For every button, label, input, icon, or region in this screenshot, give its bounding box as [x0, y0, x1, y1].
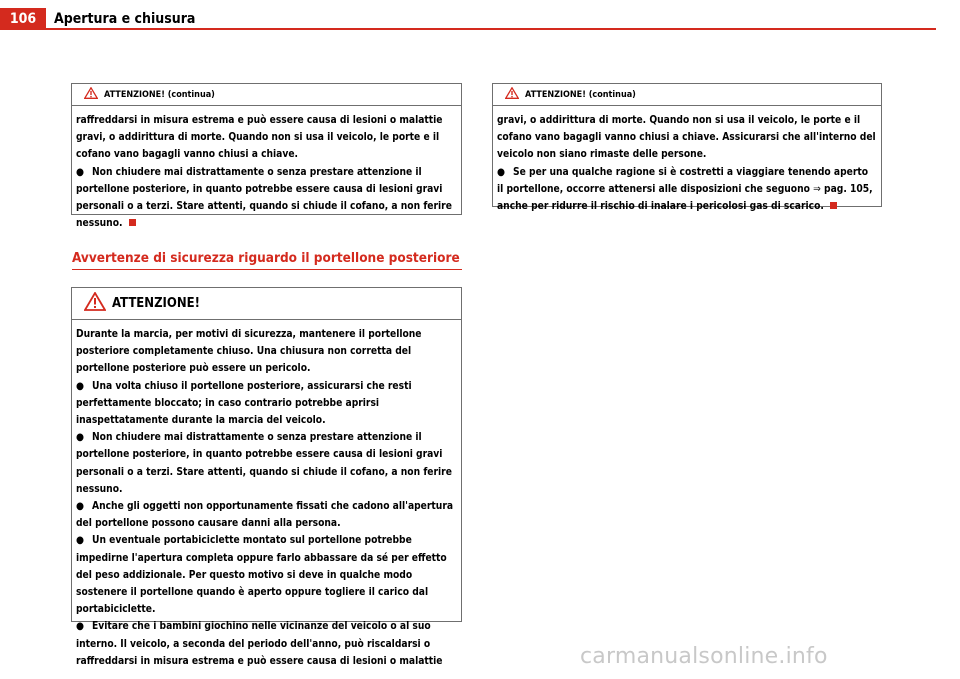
- warning-triangle-icon: [84, 87, 98, 102]
- chapter-title: Apertura e chiusura: [54, 11, 196, 27]
- warning-triangle-icon: [505, 87, 519, 102]
- warning-bullet-item: [76, 429, 457, 498]
- cross-reference-arrow-icon: ⇒: [813, 183, 821, 195]
- bullet-icon: ●: [76, 432, 84, 444]
- warning-box-main: [71, 287, 462, 667]
- bullet-text: Anche gli oggetti non opportunamente fissati che cadono all'apertura del portellone possono causare danni alla persona.: [76, 501, 454, 530]
- bullet-icon: ●: [76, 166, 84, 178]
- warning-paragraph: Durante la marcia, per motivi di sicurezza, mantenere il portellone posteriore completamente chiuso. Una chiusura non corretta del portellone posteriore può essere un pericolo.: [76, 329, 422, 375]
- bullet-icon: ●: [497, 166, 505, 178]
- warning-triangle-icon: [84, 292, 106, 315]
- end-mark-icon: [129, 219, 136, 226]
- bullet-text: Non chiudere mai distrattamente o senza prestare attenzione il portellone posteriore, in quanto potrebbe essere causa di lesioni gravi personali o a terzi. Stare attenti, quando si chiude il cofano, a non ferire nessuno.: [76, 166, 452, 230]
- bullet-text: Un eventuale portabiciclette montato sul portellone potrebbe impedirne l'apertura completa oppure farlo abbassare da sé per effetto del peso addizionale. Per questo motivo si deve in qualche modo sostenere il portellone quando è aperto oppure togliere il carico dal portabiciclette.: [76, 535, 447, 616]
- warning-box-body: [493, 106, 881, 219]
- page-number: 106: [0, 8, 46, 30]
- warning-bullet-item: [497, 164, 877, 216]
- warning-box-body: [72, 106, 461, 236]
- warning-box-continued-left: [71, 83, 462, 230]
- bullet-text: Se per una qualche ragione si è costretti a viaggiare tenendo aperto il portellone, occorre attenersi alle disposizioni che seguono: [497, 166, 869, 195]
- bullet-icon: ●: [76, 535, 84, 547]
- warning-box-header: [72, 288, 461, 320]
- end-mark-icon: [830, 202, 837, 209]
- warning-box-title: ATTENZIONE!: [112, 296, 200, 311]
- bullet-text: Una volta chiuso il portellone posteriore, assicurarsi che resti perfettamente bloccato; in caso contrario potrebbe aprirsi inaspettatamente durante la marcia del veicolo.: [76, 380, 412, 427]
- page-header: [0, 0, 960, 30]
- watermark: carmanualsonline.info: [580, 644, 828, 669]
- warning-bullet-item: [76, 164, 457, 233]
- warning-box-title: ATTENZIONE! (continua): [525, 89, 636, 100]
- bullet-icon: ●: [76, 380, 84, 392]
- warning-box-header: [72, 84, 461, 106]
- bullet-text-tail: anche per ridurre il rischio di inalare i pericolosi gas di scarico.: [497, 201, 824, 213]
- section-title: Avvertenze di sicurezza riguardo il portellone posteriore: [72, 250, 460, 266]
- warning-bullet-item: [76, 498, 457, 532]
- bullet-icon: ●: [76, 501, 84, 513]
- warning-box-header: [493, 84, 881, 106]
- bullet-icon: ●: [76, 621, 84, 633]
- page-reference-link[interactable]: pag. 105,: [824, 183, 873, 195]
- warning-box-title: ATTENZIONE! (continua): [104, 89, 215, 100]
- bullet-text: Evitare che i bambini giochino nelle vicinanze del veicolo o al suo interno. Il veicolo, a seconda del periodo dell'anno, può riscaldarsi o raffreddarsi in misura estrema e può essere causa di lesioni o malattie: [76, 621, 443, 667]
- warning-paragraph: raffreddarsi in misura estrema e può essere causa di lesioni o malattie gravi, o addirittura di morte. Quando non si usa il veicolo, le porte e il cofano vano bagagli vanno chiusi a chiave.: [76, 115, 443, 161]
- warning-bullet-item: [76, 532, 457, 618]
- warning-bullet-item: [76, 618, 457, 670]
- warning-paragraph: gravi, o addirittura di morte. Quando non si usa il veicolo, le porte e il cofano vano bagagli vanno chiusi a chiave. Assicurarsi che all'interno del veicolo non siano rimaste delle persone.: [497, 115, 876, 161]
- warning-box-continued-right: [492, 83, 882, 213]
- bullet-text: Non chiudere mai distrattamente o senza prestare attenzione il portellone posteriore, in quanto potrebbe essere causa di lesioni gravi personali o a terzi. Stare attenti, quando si chiude il cofano, a non ferire nessuno.: [76, 432, 452, 495]
- warning-box-body: [72, 320, 461, 674]
- warning-bullet-item: [76, 378, 457, 430]
- header-rule: [46, 28, 936, 30]
- section-rule: [72, 269, 462, 270]
